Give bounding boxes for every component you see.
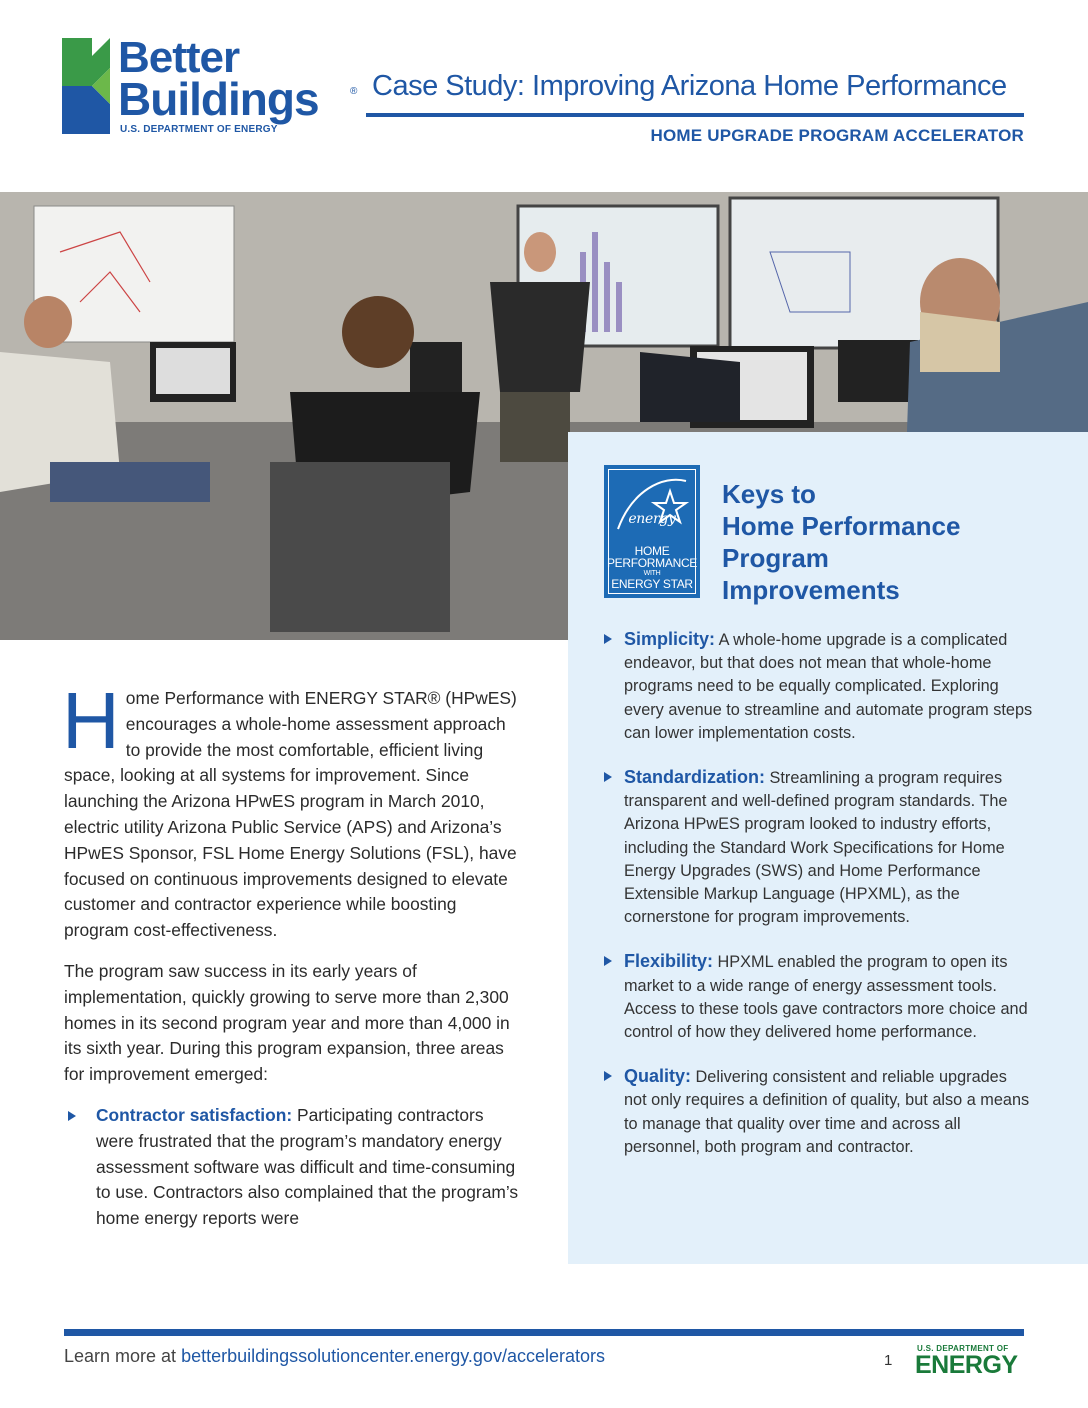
doe-logo: ENERGY [915,1351,1018,1379]
keys-list [604,628,1034,1159]
list-item: Quality: Delivering consistent and reliable upgrades not only requires a definition of quality, but also a means to manage that quality over time and across all personnel, both program and contractor. [604,1065,1034,1159]
bullet-arrow-icon [68,1111,76,1121]
energy-script: energy [628,511,676,527]
better-buildings-arrow-icon [62,38,116,134]
registered-mark: ® [350,86,358,97]
doe-logo-subtitle: U.S. DEPARTMENT OF [917,1344,1009,1353]
badge-line-home: HOME [634,544,670,558]
footer-divider [64,1329,1024,1336]
energy-star-logo [604,465,700,598]
logo-word-better: Better [118,33,240,82]
better-buildings-logo [62,33,362,136]
bullet-arrow-icon [604,956,612,966]
footer-learn-more: Learn more at betterbuildingssolutioncenter.energy.gov/accelerators [64,1346,605,1366]
title-divider [366,113,1024,117]
logo-word-buildings: Buildings [118,73,319,125]
page-title: Case Study: Improving Arizona Home Performance [372,70,1007,102]
footer-link[interactable]: betterbuildingssolutioncenter.energy.gov/accelerators [181,1346,605,1366]
list-item: Flexibility: HPXML enabled the program to open its market to a wide range of energy assessment tools. Access to these tools gave contractors more choice and control of how they delivered home performance. [604,950,1034,1044]
list-item: Contractor satisfaction: Participating contractors were frustrated that the program’s mandatory energy assessment software was difficult and time-consuming to use. Contractors also complained that the program’s home energy reports were [64,1103,524,1232]
list-item: Standardization: Streamlining a program requires transparent and well-defined program standards. The Arizona HPwES program looked to industry efforts, including the Standard Work Specifications for Home Energy Upgrades (SWS) and Home Performance Extensible Markup Language (HPXML), as the cornerstone for program improvements. [604,766,1034,929]
page-number: 1 [884,1352,893,1369]
bullet-arrow-icon [604,634,612,644]
energy-star-icon [612,471,692,541]
list-item: Simplicity: A whole-home upgrade is a complicated endeavor, but that does not mean that whole-home programs need to be equally complicated. Exploring every avenue to streamline and automate program steps can lower implementation costs. [604,628,1034,745]
badge-line-energy-star: ENERGY STAR [611,577,693,591]
body-paragraph: The program saw success in its early years of implementation, quickly growing to serve more than 2,300 homes in its second program year and more than 4,000 in its sixth year. During this program expansion, three areas for improvement emerged: [64,960,510,1085]
badge-line-with: WITH [643,570,661,577]
logo-subtitle: U.S. DEPARTMENT OF ENERGY [120,124,278,135]
intro-paragraph: Home Performance with ENERGY STAR® (HPwES) encourages a whole-home assessment approach to provide the most comfortable, efficient living space, looking at all systems for improvement. Since launching the Arizona HPwES program in March 2010, electric utility Arizona Public Service (APS) and Arizona’s HPwES Sponsor, FSL Home Energy Solutions (FSL), have focused on continuous improvements designed to elevate customer and contractor experience while boosting program cost-effectiveness. [62,676,517,941]
bullet-arrow-icon [604,1071,612,1081]
badge-line-performance: PERFORMANCE [606,556,698,570]
bullet-arrow-icon [604,772,612,782]
drop-cap: H [62,676,120,765]
program-name: HOME UPGRADE PROGRAM ACCELERATOR [650,126,1024,145]
main-article [62,676,524,1232]
sidebar-title: Keys to Home Performance Program Improvements [722,479,961,605]
